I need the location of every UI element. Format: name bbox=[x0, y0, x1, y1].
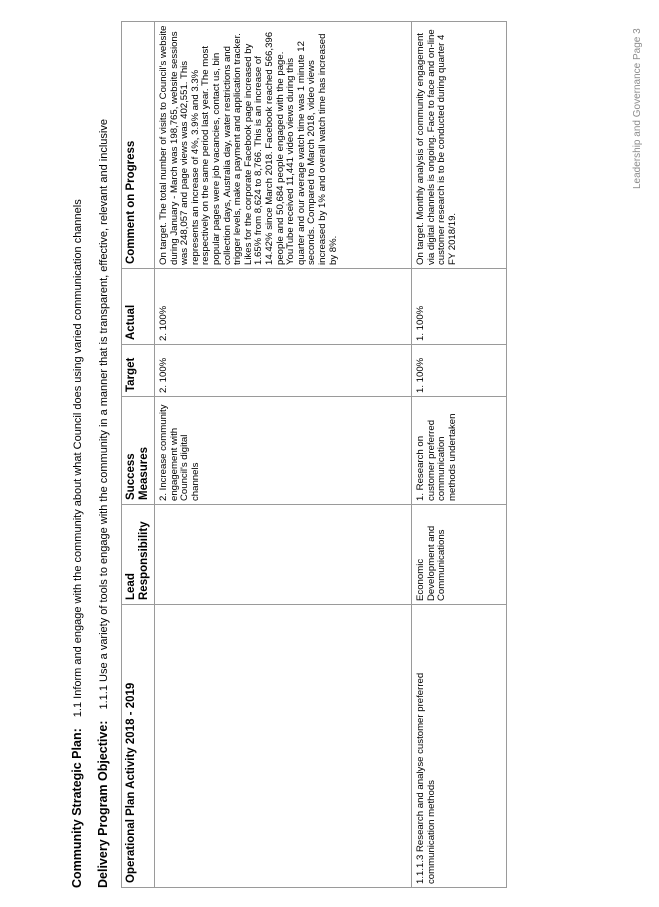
delivery-program-objective-line bbox=[96, 119, 110, 888]
page-footer: Leadership and Governance Page 3 bbox=[632, 28, 643, 189]
cell-activity: 1.1.1.3 Research and analyse customer preferred communication methods bbox=[412, 605, 507, 888]
column-header-target: Target bbox=[122, 345, 155, 397]
column-header-lead: Lead Responsibility bbox=[122, 505, 155, 605]
cell-lead: Economic Development and Communications bbox=[412, 505, 507, 605]
community-strategic-plan-value: 1.1 Inform and engage with the community about what Council does using varied communication channels bbox=[72, 199, 84, 718]
cell-comment: On target. Monthly analysis of community engagement via digital channels is ongoing. Face to face and on-line customer research is to be conducted during quarter 4 FY 2018/19. bbox=[412, 22, 507, 269]
column-header-measures: Success Measures bbox=[122, 397, 155, 505]
cell-actual: 2. 100% bbox=[155, 269, 412, 345]
column-header-comment: Comment on Progress bbox=[122, 22, 155, 269]
cell-lead bbox=[155, 505, 412, 605]
cell-actual: 1. 100% bbox=[412, 269, 507, 345]
table-header-row bbox=[122, 22, 155, 888]
cell-comment: On target. The total number of visits to Council's website during January - March was 198,765, website sessions was 248,057 and page views was 402,551. This represents an increase of 4%, 3.9% and 3.3% respectively on the same period last year. The most popular pages were job vacancies, contact us, bin collection days, Australia day, water restrictions and trigger levels, make a payment and application tracker. Likes for the corporate Facebook page increased by 1.65% from 8,624 to 8,766. This is an increase of 14.42% since March 2018. Facebook reached 566,396 people and 50,684 people engaged with the page. YouTube received 11,441 video views during this quarter and our average watch time was 1 minute 12 seconds. Compared to March 2018, video views increased by 1% and overall watch time has increased by 8%. bbox=[155, 22, 412, 269]
cell-target: 2. 100% bbox=[155, 345, 412, 397]
delivery-program-objective-value: 1.1.1 Use a variety of tools to engage with the community in a manner that is transparent, effective, relevant and inclusive bbox=[98, 119, 110, 710]
cell-measure: 1. Research on customer preferred communication methods undertaken bbox=[412, 397, 507, 505]
cell-target: 1. 100% bbox=[412, 345, 507, 397]
table-row bbox=[412, 22, 507, 888]
table-row bbox=[155, 22, 412, 888]
community-strategic-plan-label: Community Strategic Plan: bbox=[70, 728, 84, 888]
community-strategic-plan-line bbox=[70, 199, 84, 888]
operational-plan-table bbox=[121, 21, 507, 888]
column-header-activity: Operational Plan Activity 2018 - 2019 bbox=[122, 605, 155, 888]
cell-activity bbox=[155, 605, 412, 888]
column-header-actual: Actual bbox=[122, 269, 155, 345]
cell-measure: 2. Increase community engagement with Council's digital channels bbox=[155, 397, 412, 505]
delivery-program-objective-label: Delivery Program Objective: bbox=[96, 720, 110, 888]
